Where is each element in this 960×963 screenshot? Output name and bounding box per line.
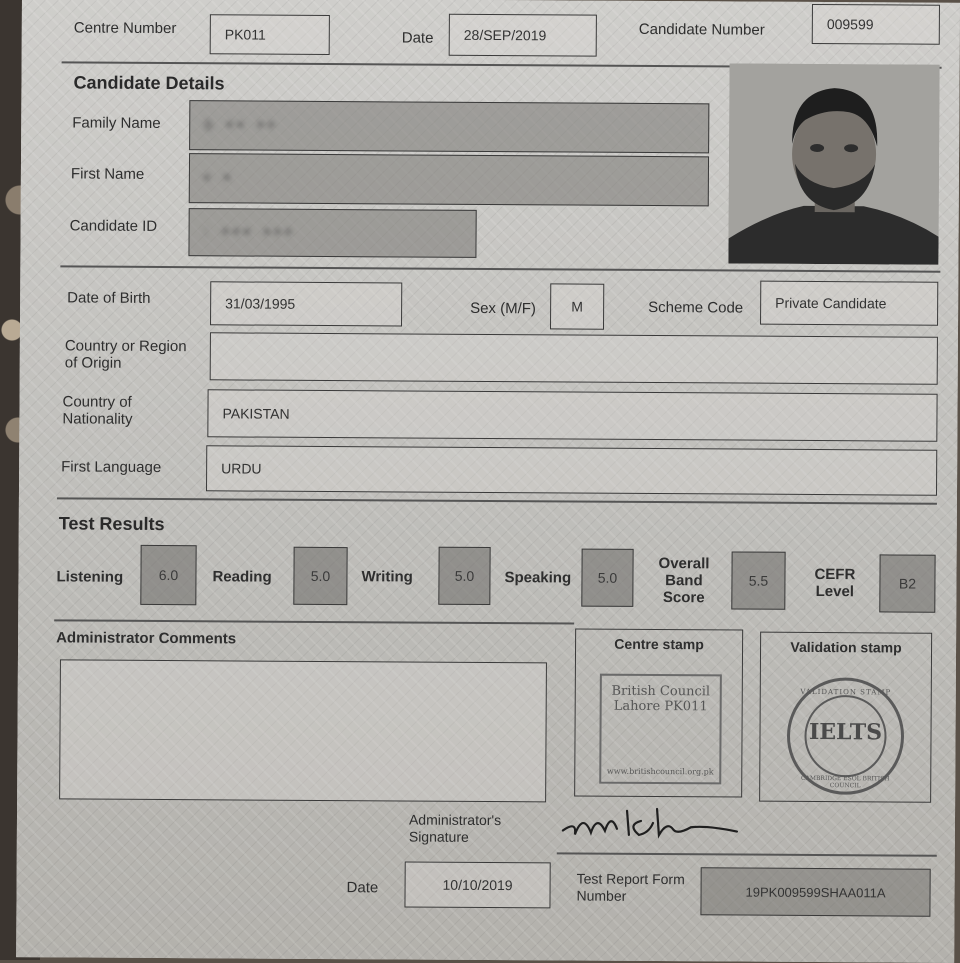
- admin-comments-label: Administrator Comments: [56, 629, 237, 648]
- signature-label: [409, 812, 501, 847]
- centre-stamp-box: [574, 629, 743, 798]
- overall-label-line3: Score: [662, 589, 705, 607]
- speaking-label: Speaking: [504, 569, 572, 587]
- first-language-label: First Language: [61, 458, 162, 476]
- overall-band-score: 5.5: [731, 551, 785, 609]
- candidate-number-label: Candidate Number: [638, 20, 765, 39]
- dob-field: 31/03/1995: [210, 281, 402, 326]
- signature-divider: [557, 852, 937, 856]
- results-divider: [57, 497, 937, 504]
- reading-score: 5.0: [293, 547, 347, 605]
- validation-logo: IELTS: [808, 718, 883, 746]
- validation-ring-bottom: CAMBRIDGE ESOL BRITISH COUNCIL: [800, 774, 890, 790]
- reading-label: Reading: [212, 568, 272, 586]
- administrator-signature: [557, 800, 747, 851]
- sex-label: Sex (M/F): [470, 299, 537, 318]
- trf-label-line2: Number: [576, 887, 627, 904]
- speaking-score: 5.0: [581, 549, 633, 607]
- first-name-label: First Name: [70, 165, 145, 183]
- cefr-label-line1: CEFR: [814, 565, 856, 584]
- validation-stamp-box: [759, 632, 932, 803]
- centre-stamp-line2: Lahore PK011: [613, 698, 708, 715]
- family-name-field: [189, 100, 709, 153]
- candidate-photo: [728, 63, 939, 264]
- centre-stamp-label: Centre stamp: [614, 635, 704, 653]
- footer-date-field: 10/10/2019: [404, 861, 550, 908]
- cefr-label: [814, 566, 855, 600]
- overall-label-line1: Overall: [658, 555, 710, 573]
- scheme-code-field: Private Candidate: [760, 281, 938, 326]
- centre-stamp-line1: British Council: [611, 683, 711, 700]
- centre-stamp: [599, 674, 722, 785]
- signature-label-line1: Administrator's: [408, 811, 502, 829]
- centre-stamp-url: www.britishcouncil.org.pk: [606, 766, 714, 777]
- listening-label: Listening: [56, 568, 124, 586]
- nationality-field: PAKISTAN: [207, 389, 937, 441]
- dob-label: Date of Birth: [67, 289, 151, 307]
- ielts-test-report-form: [16, 0, 960, 963]
- cefr-level: B2: [879, 554, 935, 612]
- first-name-field: [189, 153, 709, 206]
- header-date-label: Date: [401, 29, 434, 47]
- listening-score: 6.0: [140, 545, 196, 605]
- overall-band-label: [658, 555, 709, 606]
- candidate-details-heading: Candidate Details: [73, 72, 225, 94]
- family-name-redacted: s ▪▪ ▪▪: [204, 116, 279, 134]
- family-name-label: Family Name: [72, 114, 161, 132]
- details-divider: [60, 265, 940, 272]
- cefr-label-line2: Level: [815, 582, 855, 601]
- trf-label-line1: Test Report Form: [576, 870, 685, 888]
- writing-label: Writing: [361, 568, 413, 586]
- validation-stamp: [784, 675, 907, 798]
- header-date-field: 28/SEP/2019: [449, 14, 597, 57]
- country-region-label: [65, 337, 187, 372]
- nationality-label-line2: Nationality: [62, 410, 133, 428]
- nationality-label: [62, 393, 132, 427]
- signature-label-line2: Signature: [408, 828, 469, 845]
- candidate-id-field: [188, 208, 476, 258]
- overall-label-line2: Band: [665, 572, 703, 590]
- test-results-heading: Test Results: [58, 513, 165, 535]
- comments-divider: [54, 619, 574, 624]
- footer-date-label: Date: [346, 879, 379, 897]
- country-region-label-line1: Country or Region: [64, 337, 187, 356]
- admin-comments-box: [59, 659, 547, 802]
- candidate-number-field: 009599: [812, 4, 940, 45]
- centre-number-field: PK011: [210, 14, 330, 55]
- validation-stamp-label: Validation stamp: [790, 638, 902, 656]
- validation-ring-top: VALIDATION STAMP: [800, 687, 892, 697]
- centre-number-label: Centre Number: [73, 19, 177, 38]
- first-language-field: URDU: [206, 445, 937, 495]
- first-name-redacted: ▪ ▪: [203, 169, 235, 187]
- nationality-label-line1: Country of: [62, 393, 132, 411]
- trf-number-field: 19PK009599SHAA011A: [700, 867, 930, 916]
- candidate-id-label: Candidate ID: [69, 217, 158, 235]
- writing-score: 5.0: [438, 547, 490, 605]
- country-region-label-line2: of Origin: [64, 354, 122, 372]
- candidate-id-redacted: : ▪▪▪ ▪▪▪: [203, 223, 297, 241]
- scheme-code-label: Scheme Code: [648, 298, 744, 317]
- trf-number-label: [576, 871, 684, 906]
- sex-field: M: [550, 283, 604, 329]
- country-region-field: [210, 332, 938, 384]
